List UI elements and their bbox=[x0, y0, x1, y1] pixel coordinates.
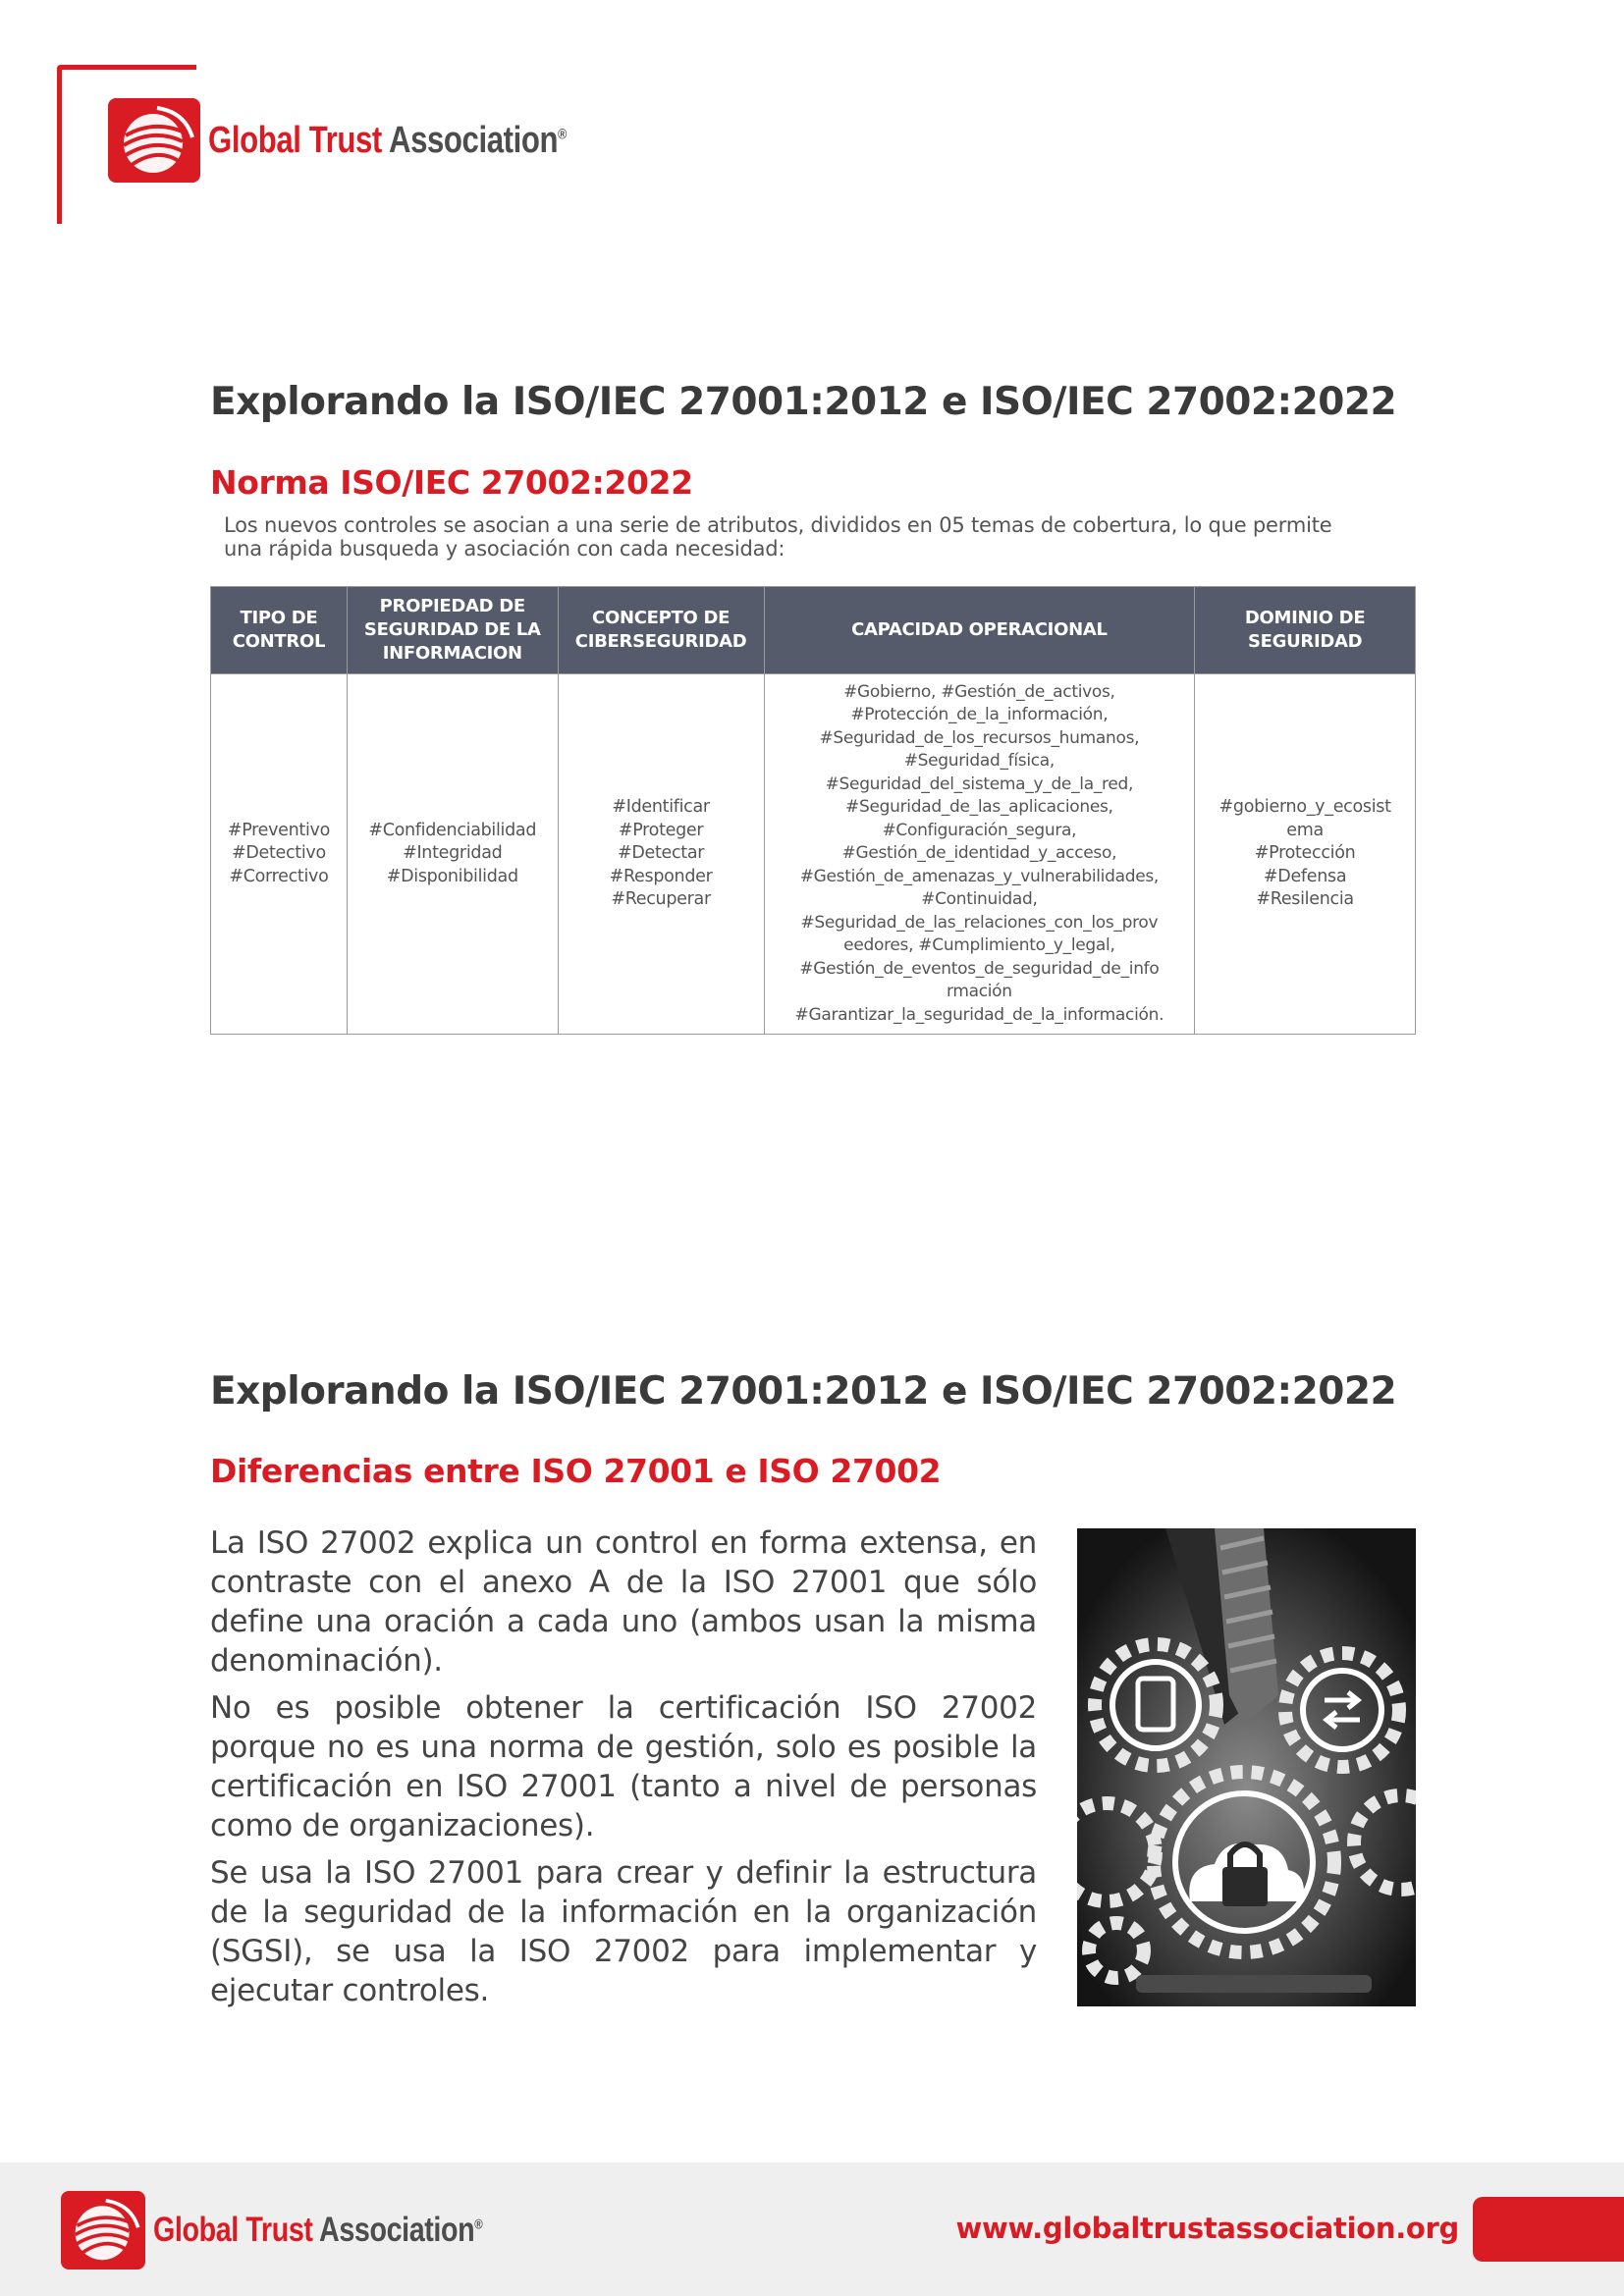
tag-item: ema bbox=[1286, 820, 1324, 840]
header-propiedad-de-seguridad: PROPIEDAD DE SEGURIDAD DE LA INFORMACION bbox=[347, 587, 558, 674]
header-capacidad-operacional: CAPACIDAD OPERACIONAL bbox=[764, 587, 1195, 674]
section2-subtitle: Diferencias entre ISO 27001 e ISO 27002 bbox=[210, 1452, 942, 1490]
footer-red-tab bbox=[1473, 2197, 1624, 2262]
website-link[interactable]: www.globaltrustassociation.org bbox=[955, 2212, 1459, 2245]
tag-item: #Defensa bbox=[1263, 866, 1347, 886]
cell-propiedad-de-seguridad bbox=[347, 674, 558, 1035]
tag-item: #Detectivo bbox=[231, 843, 326, 864]
globe-logo-icon bbox=[108, 98, 200, 183]
tag-item: #Seguridad_física, bbox=[903, 751, 1056, 772]
section2-title: Explorando la ISO/IEC 27001:2012 e ISO/IEC 27002:2022 bbox=[210, 1369, 1397, 1414]
brand-name-red: Global Trust bbox=[153, 2211, 313, 2249]
cell-dominio-de-seguridad bbox=[1195, 674, 1416, 1035]
tag-item: #Preventivo bbox=[227, 820, 331, 840]
tag-item: #Gobierno, #Gestión_de_activos, bbox=[843, 681, 1115, 702]
brand-wordmark bbox=[208, 120, 567, 162]
attributes-table bbox=[210, 586, 1416, 1035]
tag-item: #Resilencia bbox=[1256, 889, 1354, 910]
tag-item: #Confidenciabilidad bbox=[368, 820, 537, 840]
tag-item: #Protección_de_la_información, bbox=[850, 705, 1109, 725]
tag-item: #Disponibilidad bbox=[386, 866, 518, 886]
corner-bracket-horizontal bbox=[57, 65, 196, 70]
table-header-row bbox=[211, 587, 1416, 674]
globe-logo-icon bbox=[61, 2191, 145, 2269]
tag-item: #Garantizar_la_seguridad_de_la_información. bbox=[794, 1004, 1164, 1025]
cell-concepto-de-ciberseguridad bbox=[558, 674, 764, 1035]
tag-item: rmación bbox=[946, 982, 1012, 1002]
cell-tipo-de-control bbox=[211, 674, 348, 1035]
registered-mark: ® bbox=[474, 2216, 483, 2232]
tag-item: #Gestión_de_identidad_y_acceso, bbox=[841, 843, 1117, 864]
section1-intro: Los nuevos controles se asocian a una serie de atributos, divididos en 05 temas de cobertura, lo que permite una rápida busqueda y asociación con cada necesidad: bbox=[224, 513, 1332, 561]
tag-item: #Detectar bbox=[617, 843, 705, 864]
tag-item: #Seguridad_de_las_aplicaciones, bbox=[845, 797, 1113, 818]
footer-logo bbox=[61, 2191, 555, 2269]
tag-item: #Protección bbox=[1254, 843, 1356, 864]
registered-mark: ® bbox=[558, 125, 567, 142]
header-concepto-de-ciberseguridad: CONCEPTO DE CIBERSEGURIDAD bbox=[558, 587, 764, 674]
header-dominio-de-seguridad: DOMINIO DE SEGURIDAD bbox=[1195, 587, 1416, 674]
section1-title: Explorando la ISO/IEC 27001:2012 e ISO/IEC 27002:2022 bbox=[210, 380, 1397, 424]
paragraph: Se usa la ISO 27001 para crear y definir la estructura de la seguridad de la información en la organización (SGSI), se usa la ISO 27002 para implementar y ejecutar controles. bbox=[210, 1855, 1037, 2008]
tag-item: #Configuración_segura, bbox=[882, 820, 1077, 840]
table-row bbox=[211, 674, 1416, 1035]
header-logo bbox=[108, 98, 645, 183]
paragraph: La ISO 27002 explica un control en forma extensa, en contraste con el anexo A de la ISO 27001 que sólo define una oración a cada uno (ambos usan la misma denominación). bbox=[210, 1525, 1037, 1679]
tag-item: #Correctivo bbox=[229, 866, 329, 886]
tag-item: #Recuperar bbox=[611, 889, 711, 910]
tag-item: #Gestión_de_eventos_de_seguridad_de_info bbox=[799, 958, 1160, 979]
paragraph: No es posible obtener la certificación ISO 27002 porque no es una norma de gestión, solo es posible la certificación en ISO 27001 (tanto a nivel de personas como de organizaciones). bbox=[210, 1690, 1037, 1843]
tag-item: #Continuidad, bbox=[921, 889, 1038, 910]
section1-subtitle: Norma ISO/IEC 27002:2022 bbox=[210, 463, 693, 502]
tag-item: #Seguridad_de_las_relaciones_con_los_prov bbox=[800, 912, 1159, 933]
tag-item: #Seguridad_de_los_recursos_humanos, bbox=[819, 727, 1140, 748]
brand-name-red: Global Trust bbox=[208, 119, 382, 161]
tag-item: #Identificar bbox=[612, 797, 710, 818]
tag-item: #Responder bbox=[609, 866, 713, 886]
tag-item: #Gestión_de_amenazas_y_vulnerabilidades, bbox=[799, 866, 1160, 886]
tag-item: #Seguridad_del_sistema_y_de_la_red, bbox=[825, 774, 1134, 794]
brand-wordmark bbox=[153, 2211, 482, 2250]
tag-item: #Proteger bbox=[618, 820, 704, 840]
security-gears-photo bbox=[1077, 1528, 1416, 2006]
section2-body bbox=[210, 1523, 1037, 2018]
tag-item: #gobierno_y_ecosist bbox=[1218, 797, 1391, 818]
tag-item: #Integridad bbox=[403, 843, 503, 864]
corner-bracket-vertical bbox=[57, 65, 62, 224]
brand-name-gray: Association bbox=[319, 2211, 475, 2249]
brand-name-gray: Association bbox=[388, 119, 559, 161]
tag-item: eedores, #Cumplimiento_y_legal, bbox=[843, 935, 1115, 956]
header-tipo-de-control: TIPO DE CONTROL bbox=[211, 587, 348, 674]
cell-capacidad-operacional bbox=[764, 674, 1195, 1035]
